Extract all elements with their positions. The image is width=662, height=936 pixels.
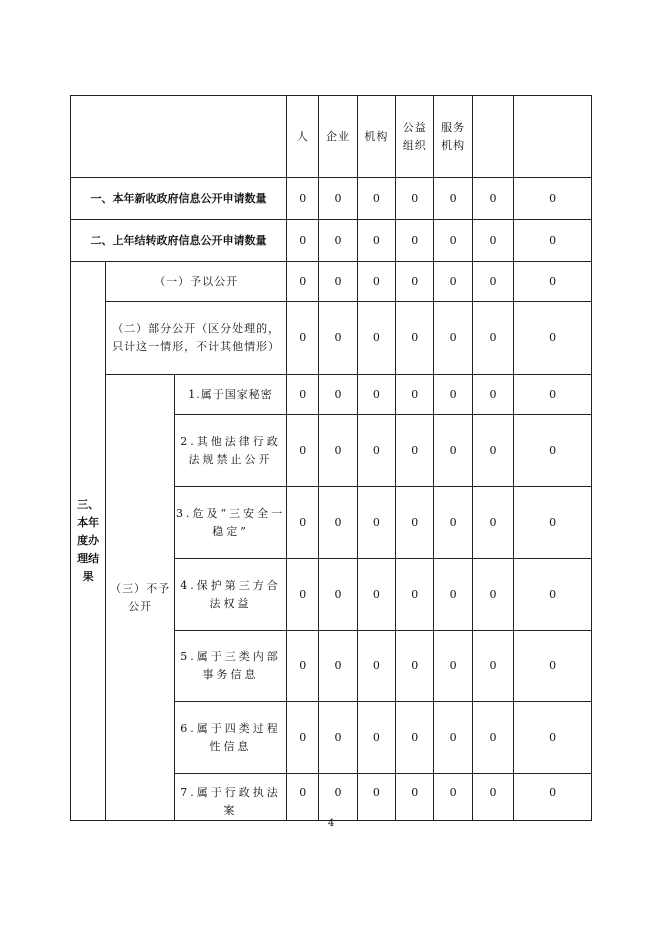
value-cell: 0	[319, 631, 357, 702]
header-blank-cell	[71, 96, 287, 178]
value-cell: 0	[434, 262, 472, 302]
header-col: 机构	[357, 96, 395, 178]
row-label: 二、上年结转政府信息公开申请数量	[71, 220, 287, 262]
value-cell: 0	[434, 702, 472, 774]
reason-label: 2.其他法律行政法规禁止公开	[174, 415, 286, 487]
value-cell: 0	[396, 302, 434, 375]
value-cell: 0	[287, 415, 319, 487]
value-cell: 0	[472, 487, 513, 559]
value-cell: 0	[434, 178, 472, 220]
header-col-text: 公益 组织	[402, 120, 427, 152]
value-cell: 0	[287, 262, 319, 302]
value-cell: 0	[434, 302, 472, 375]
not-open-label-text: （三）不予 公开	[110, 581, 171, 613]
value-cell: 0	[472, 631, 513, 702]
value-cell: 0	[434, 415, 472, 487]
value-cell: 0	[514, 220, 592, 262]
value-cell: 0	[319, 415, 357, 487]
value-cell: 0	[514, 415, 592, 487]
value-cell: 0	[514, 774, 592, 821]
value-cell: 0	[357, 415, 395, 487]
value-cell: 0	[319, 178, 357, 220]
value-cell: 0	[357, 774, 395, 821]
value-cell: 0	[357, 487, 395, 559]
value-cell: 0	[514, 302, 592, 375]
value-cell: 0	[287, 375, 319, 415]
value-cell: 0	[514, 178, 592, 220]
row-label: （二）部分公开（区分处理的，只计这一情形，不计其他情形）	[106, 302, 287, 375]
value-cell: 0	[357, 559, 395, 631]
value-cell: 0	[396, 631, 434, 702]
value-cell: 0	[434, 631, 472, 702]
value-cell: 0	[472, 702, 513, 774]
value-cell: 0	[514, 262, 592, 302]
reason-label: 1.属于国家秘密	[174, 375, 286, 415]
reason-label: 7.属于行政执法案	[174, 774, 286, 821]
statistics-table	[70, 95, 592, 821]
row-label: （一）予以公开	[106, 262, 287, 302]
value-cell: 0	[357, 220, 395, 262]
value-cell: 0	[472, 415, 513, 487]
value-cell: 0	[396, 262, 434, 302]
row-label: 一、本年新收政府信息公开申请数量	[71, 178, 287, 220]
value-cell: 0	[357, 375, 395, 415]
header-row	[71, 96, 592, 178]
value-cell: 0	[396, 220, 434, 262]
value-cell: 0	[472, 302, 513, 375]
value-cell: 0	[319, 220, 357, 262]
header-col	[434, 96, 472, 178]
value-cell: 0	[514, 702, 592, 774]
value-cell: 0	[287, 302, 319, 375]
value-cell: 0	[434, 774, 472, 821]
table-row	[71, 302, 592, 375]
table-row	[71, 262, 592, 302]
section3-label	[71, 262, 106, 821]
value-cell: 0	[357, 178, 395, 220]
value-cell: 0	[357, 702, 395, 774]
value-cell: 0	[434, 220, 472, 262]
value-cell: 0	[396, 487, 434, 559]
header-col-text: 服务 机构	[441, 120, 466, 152]
value-cell: 0	[472, 262, 513, 302]
value-cell: 0	[472, 774, 513, 821]
value-cell: 0	[434, 487, 472, 559]
header-col: 企业	[319, 96, 357, 178]
value-cell: 0	[319, 702, 357, 774]
value-cell: 0	[472, 220, 513, 262]
value-cell: 0	[319, 774, 357, 821]
section3-label-text: 三、 本年 度办 理结 果	[77, 498, 100, 583]
value-cell: 0	[514, 559, 592, 631]
value-cell: 0	[287, 631, 319, 702]
value-cell: 0	[287, 220, 319, 262]
value-cell: 0	[396, 559, 434, 631]
header-col: 人	[287, 96, 319, 178]
value-cell: 0	[472, 178, 513, 220]
table-row	[71, 375, 592, 415]
not-open-label	[106, 375, 175, 821]
value-cell: 0	[287, 559, 319, 631]
value-cell: 0	[434, 375, 472, 415]
page-number: 4	[327, 818, 335, 829]
table-row	[71, 178, 592, 220]
value-cell: 0	[319, 302, 357, 375]
value-cell: 0	[319, 487, 357, 559]
value-cell: 0	[514, 631, 592, 702]
value-cell: 0	[396, 702, 434, 774]
value-cell: 0	[472, 375, 513, 415]
value-cell: 0	[357, 631, 395, 702]
header-col	[514, 96, 592, 178]
value-cell: 0	[514, 487, 592, 559]
value-cell: 0	[357, 302, 395, 375]
value-cell: 0	[287, 702, 319, 774]
reason-label: 5.属于三类内部事务信息	[174, 631, 286, 702]
value-cell: 0	[472, 559, 513, 631]
header-col	[472, 96, 513, 178]
table-row	[71, 220, 592, 262]
value-cell: 0	[396, 415, 434, 487]
value-cell: 0	[357, 262, 395, 302]
value-cell: 0	[396, 774, 434, 821]
value-cell: 0	[319, 375, 357, 415]
value-cell: 0	[396, 178, 434, 220]
value-cell: 0	[287, 774, 319, 821]
reason-label: 4.保护第三方合法权益	[174, 559, 286, 631]
value-cell: 0	[514, 375, 592, 415]
value-cell: 0	[287, 178, 319, 220]
value-cell: 0	[319, 262, 357, 302]
value-cell: 0	[434, 559, 472, 631]
reason-label: 6.属于四类过程性信息	[174, 702, 286, 774]
value-cell: 0	[396, 375, 434, 415]
value-cell: 0	[319, 559, 357, 631]
reason-label: 3.危及“三安全一稳定”	[174, 487, 286, 559]
header-col	[396, 96, 434, 178]
value-cell: 0	[287, 487, 319, 559]
